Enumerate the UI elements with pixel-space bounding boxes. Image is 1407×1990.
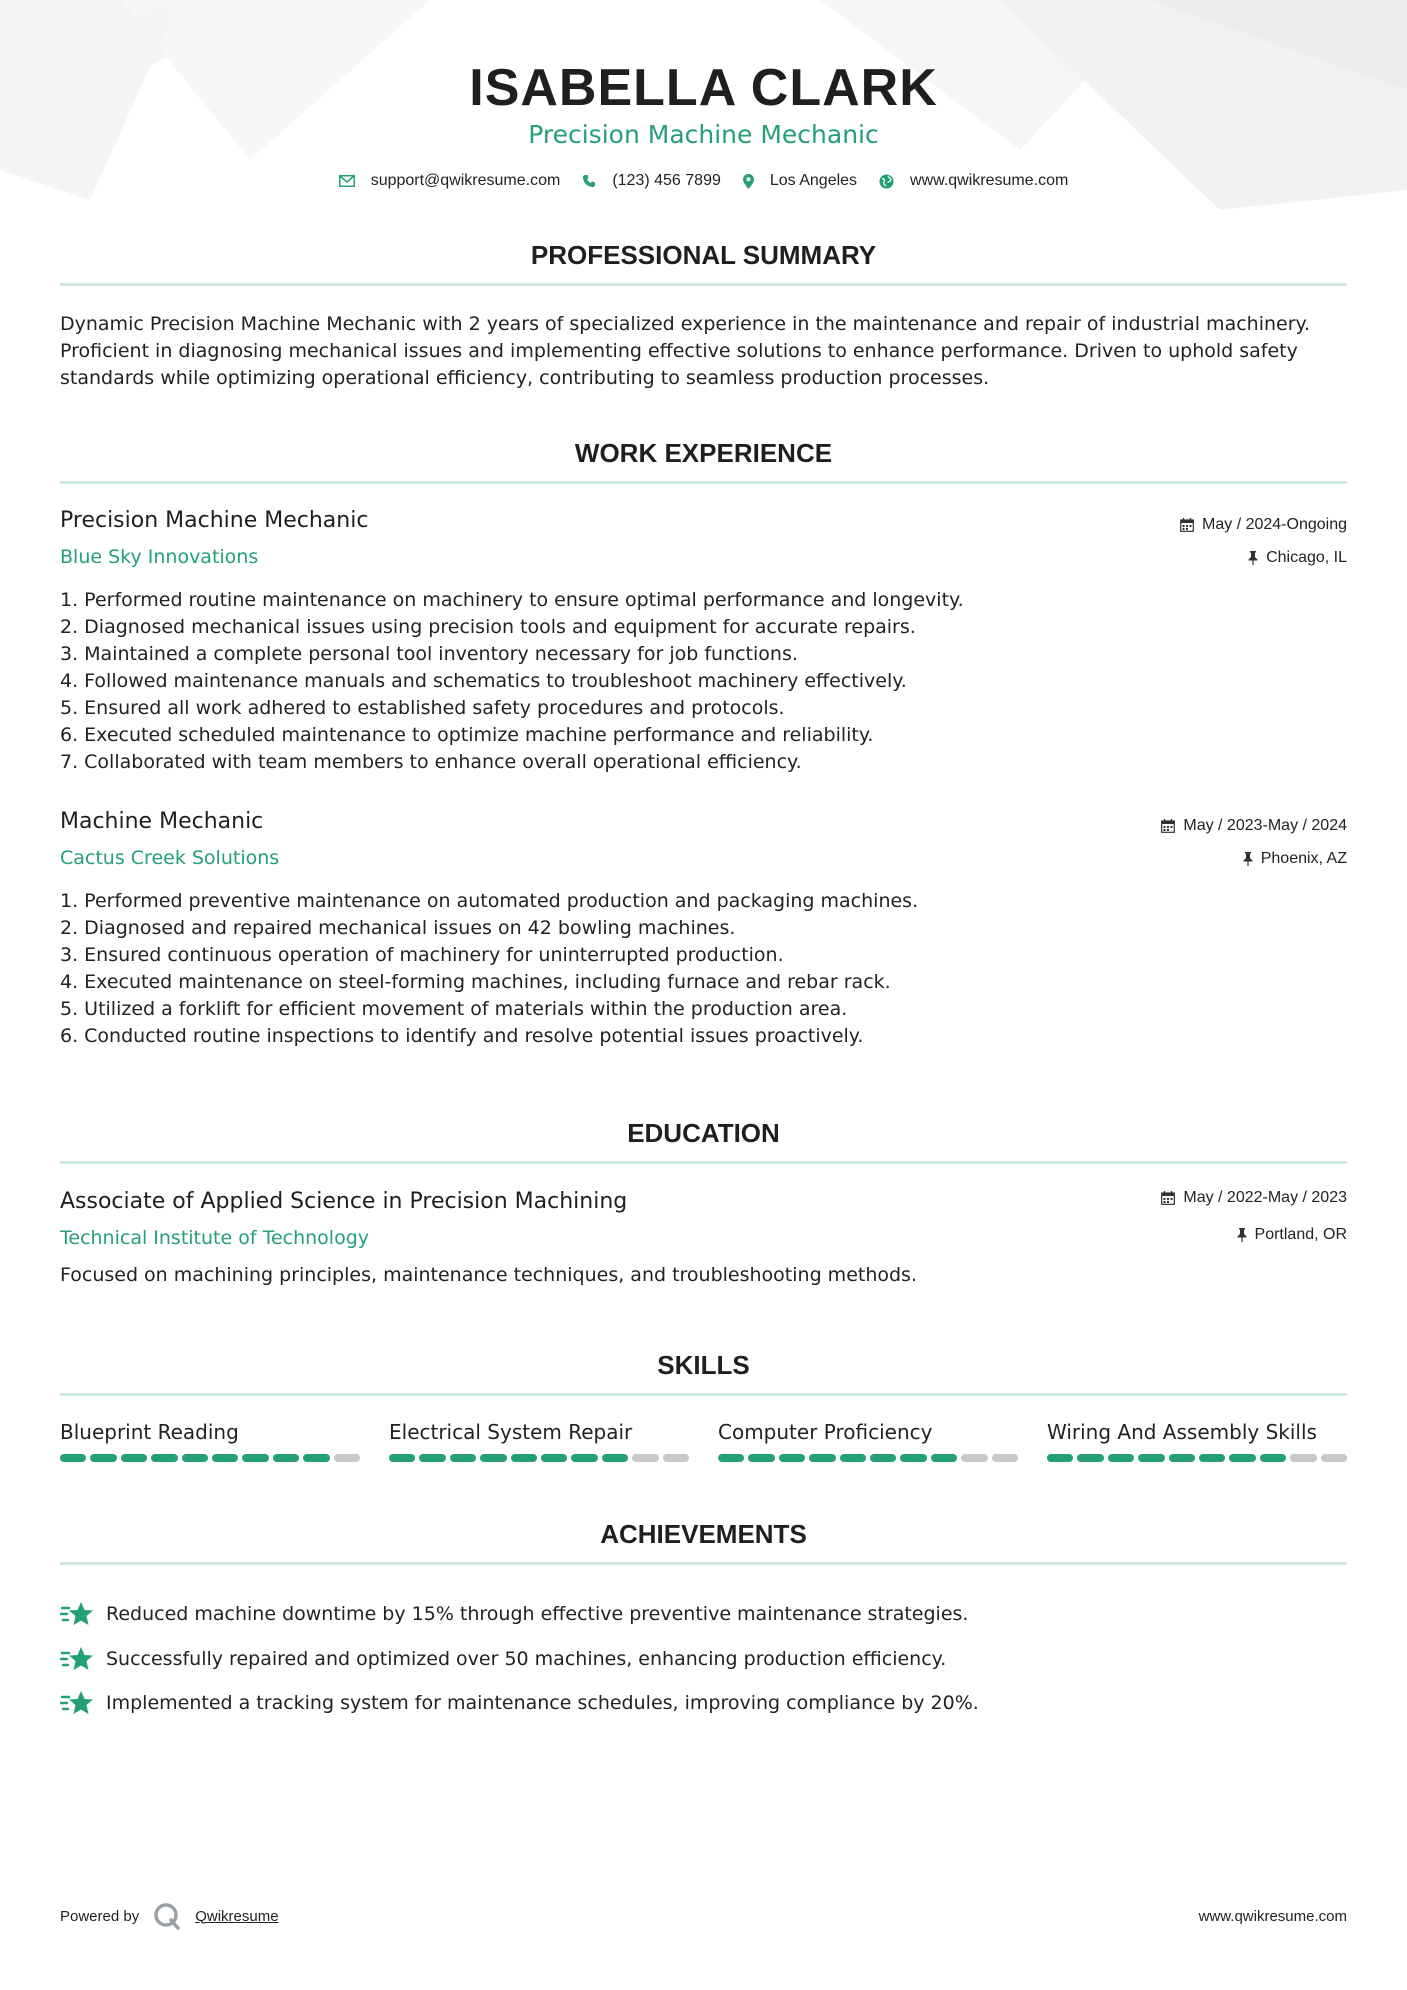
skill-name: Electrical System Repair bbox=[389, 1420, 633, 1444]
contact-location bbox=[743, 172, 857, 190]
skill-item bbox=[1047, 1420, 1347, 1462]
skill-level-segment bbox=[571, 1454, 597, 1462]
list-item: 2. Diagnosed mechanical issues using precision tools and equipment for accurate repairs. bbox=[60, 616, 916, 638]
skill-level-bar bbox=[60, 1454, 360, 1462]
job-duties bbox=[60, 888, 1347, 1050]
list-item: 2. Diagnosed and repaired mechanical issues on 42 bowling machines. bbox=[60, 917, 736, 939]
skill-level-segment bbox=[663, 1454, 689, 1462]
list-item bbox=[60, 1637, 1347, 1682]
education-divider bbox=[60, 1161, 1347, 1164]
calendar-icon bbox=[1161, 1191, 1175, 1205]
job-location bbox=[1243, 850, 1347, 868]
skill-level-segment bbox=[931, 1454, 957, 1462]
skill-item bbox=[60, 1420, 360, 1462]
website-text: www.qwikresume.com bbox=[910, 172, 1069, 189]
skill-level-segment bbox=[1229, 1454, 1255, 1462]
star-icon bbox=[60, 1645, 94, 1673]
skill-level-segment bbox=[541, 1454, 567, 1462]
powered-by bbox=[60, 1902, 279, 1930]
skill-level-bar bbox=[1047, 1454, 1347, 1462]
skill-level-segment bbox=[303, 1454, 329, 1462]
job-dates bbox=[1161, 817, 1347, 835]
skill-level-segment bbox=[1077, 1454, 1103, 1462]
skill-level-bar bbox=[389, 1454, 689, 1462]
skill-level-segment bbox=[450, 1454, 476, 1462]
list-item bbox=[60, 1592, 1347, 1637]
location-text: Los Angeles bbox=[769, 172, 858, 189]
skill-item bbox=[718, 1420, 1018, 1462]
skill-level-segment bbox=[1260, 1454, 1286, 1462]
skill-level-segment bbox=[1108, 1454, 1134, 1462]
skill-level-segment bbox=[1138, 1454, 1164, 1462]
experience-heading: WORK EXPERIENCE bbox=[574, 438, 833, 468]
skill-level-segment bbox=[389, 1454, 415, 1462]
job-dates-text: May / 2023-May / 2024 bbox=[1183, 817, 1347, 834]
skill-level-segment bbox=[60, 1454, 86, 1462]
globe-icon bbox=[879, 174, 894, 189]
skill-level-segment bbox=[900, 1454, 926, 1462]
list-item: 4. Followed maintenance manuals and schematics to troubleshoot machinery effectively. bbox=[60, 670, 907, 692]
skill-level-segment bbox=[334, 1454, 360, 1462]
education-dates bbox=[1161, 1189, 1347, 1207]
star-icon bbox=[60, 1689, 94, 1717]
education-dates-text: May / 2022-May / 2023 bbox=[1183, 1189, 1347, 1206]
footer bbox=[60, 1902, 1347, 1930]
list-item: 3. Ensured continuous operation of machinery for uninterrupted production. bbox=[60, 944, 784, 966]
skill-level-segment bbox=[1199, 1454, 1225, 1462]
list-item: 6. Conducted routine inspections to identify and resolve potential issues proactively. bbox=[60, 1025, 864, 1047]
skill-level-segment bbox=[870, 1454, 896, 1462]
list-item: 3. Maintained a complete personal tool inventory necessary for job functions. bbox=[60, 643, 798, 665]
skill-name: Blueprint Reading bbox=[60, 1420, 239, 1444]
footer-website[interactable]: www.qwikresume.com bbox=[1198, 1907, 1347, 1925]
phone-icon bbox=[582, 174, 596, 188]
skill-level-segment bbox=[242, 1454, 268, 1462]
skill-level-segment bbox=[419, 1454, 445, 1462]
skill-name: Wiring And Assembly Skills bbox=[1047, 1420, 1317, 1444]
skills-list bbox=[60, 1420, 1347, 1462]
experience-divider bbox=[60, 481, 1347, 484]
skill-item bbox=[389, 1420, 689, 1462]
list-item: 1. Performed routine maintenance on machinery to ensure optimal performance and longevity. bbox=[60, 589, 964, 611]
contact-email[interactable] bbox=[339, 172, 561, 190]
email-text: support@qwikresume.com bbox=[370, 172, 561, 189]
powered-by-label: Powered by bbox=[60, 1907, 140, 1925]
education-heading: EDUCATION bbox=[627, 1118, 780, 1148]
achievement-text: Reduced machine downtime by 15% through effective preventive maintenance strategies. bbox=[106, 1603, 969, 1626]
skill-level-segment bbox=[992, 1454, 1018, 1462]
skill-level-segment bbox=[151, 1454, 177, 1462]
degree-title: Associate of Applied Science in Precision Machining bbox=[60, 1189, 628, 1214]
list-item: 6. Executed scheduled maintenance to optimize machine performance and reliability. bbox=[60, 724, 874, 746]
pushpin-icon bbox=[1237, 1228, 1247, 1242]
pushpin-icon bbox=[1243, 852, 1253, 866]
achievement-text: Successfully repaired and optimized over 50 machines, enhancing production efficiency. bbox=[106, 1647, 947, 1670]
envelope-icon bbox=[339, 175, 355, 187]
skill-level-segment bbox=[602, 1454, 628, 1462]
education-description: Focused on machining principles, maintenance techniques, and troubleshooting methods. bbox=[60, 1264, 917, 1286]
job-location bbox=[1248, 549, 1347, 567]
contact-website[interactable] bbox=[879, 172, 1068, 190]
skill-level-segment bbox=[1169, 1454, 1195, 1462]
skill-level-segment bbox=[840, 1454, 866, 1462]
job-location-text: Chicago, IL bbox=[1266, 549, 1347, 566]
list-item: 7. Collaborated with team members to enhance overall operational efficiency. bbox=[60, 751, 802, 773]
achievements-heading: ACHIEVEMENTS bbox=[600, 1519, 807, 1549]
skill-level-segment bbox=[480, 1454, 506, 1462]
skill-level-segment bbox=[718, 1454, 744, 1462]
list-item: 4. Executed maintenance on steel-forming machines, including furnace and rebar rack. bbox=[60, 971, 891, 993]
map-pin-icon bbox=[743, 174, 754, 189]
list-item: 5. Utilized a forklift for efficient movement of materials within the production area. bbox=[60, 998, 848, 1020]
summary-divider bbox=[60, 283, 1347, 286]
calendar-icon bbox=[1180, 518, 1194, 532]
contact-phone[interactable] bbox=[582, 172, 721, 190]
calendar-icon bbox=[1161, 819, 1175, 833]
list-item bbox=[60, 1681, 1347, 1726]
job-dates bbox=[1180, 516, 1347, 534]
job-title: Machine Mechanic bbox=[60, 809, 264, 834]
achievement-text: Implemented a tracking system for maintenance schedules, improving compliance by 20%. bbox=[106, 1692, 979, 1715]
education-location bbox=[1237, 1226, 1347, 1244]
summary-text: Dynamic Precision Machine Mechanic with 2 years of specialized experience in the maintenance and repair of industrial machinery. Proficient in diagnosing mechanical issues and implementing effective solutions to enhance performance. Driven to uphold safety standards while optimizing operational efficiency, contributing to seamless production processes. bbox=[60, 313, 1311, 389]
candidate-title: Precision Machine Mechanic bbox=[528, 120, 879, 149]
job-duties bbox=[60, 587, 1347, 776]
skill-level-segment bbox=[511, 1454, 537, 1462]
candidate-name: ISABELLA CLARK bbox=[469, 59, 938, 117]
phone-text: (123) 456 7899 bbox=[612, 172, 721, 189]
company-name: Blue Sky Innovations bbox=[60, 546, 259, 568]
company-name: Cactus Creek Solutions bbox=[60, 847, 280, 869]
skill-level-segment bbox=[121, 1454, 147, 1462]
skill-level-segment bbox=[212, 1454, 238, 1462]
skill-level-segment bbox=[632, 1454, 658, 1462]
skill-level-segment bbox=[90, 1454, 116, 1462]
skill-level-segment bbox=[809, 1454, 835, 1462]
star-icon bbox=[60, 1600, 94, 1628]
job-title: Precision Machine Mechanic bbox=[60, 508, 369, 533]
job-location-text: Phoenix, AZ bbox=[1260, 850, 1347, 867]
contact-bar bbox=[0, 172, 1407, 190]
qwikresume-logo bbox=[153, 1902, 181, 1930]
achievements-divider bbox=[60, 1562, 1347, 1565]
job-dates-text: May / 2024-Ongoing bbox=[1202, 516, 1347, 533]
skill-level-segment bbox=[1047, 1454, 1073, 1462]
skill-level-segment bbox=[273, 1454, 299, 1462]
education-location-text: Portland, OR bbox=[1254, 1226, 1347, 1243]
pushpin-icon bbox=[1248, 551, 1258, 565]
skill-level-segment bbox=[1321, 1454, 1347, 1462]
skill-level-segment bbox=[182, 1454, 208, 1462]
list-item: 5. Ensured all work adhered to established safety procedures and protocols. bbox=[60, 697, 785, 719]
skill-name: Computer Proficiency bbox=[718, 1420, 933, 1444]
skill-level-segment bbox=[1290, 1454, 1316, 1462]
skills-heading: SKILLS bbox=[657, 1350, 750, 1380]
skills-divider bbox=[60, 1393, 1347, 1396]
skill-level-segment bbox=[961, 1454, 987, 1462]
brand-link[interactable]: Qwikresume bbox=[195, 1907, 279, 1925]
school-name: Technical Institute of Technology bbox=[60, 1227, 370, 1249]
skill-level-segment bbox=[779, 1454, 805, 1462]
list-item: 1. Performed preventive maintenance on automated production and packaging machines. bbox=[60, 890, 919, 912]
skill-level-bar bbox=[718, 1454, 1018, 1462]
skill-level-segment bbox=[748, 1454, 774, 1462]
achievements-list bbox=[60, 1592, 1347, 1726]
summary-heading: PROFESSIONAL SUMMARY bbox=[530, 240, 877, 270]
